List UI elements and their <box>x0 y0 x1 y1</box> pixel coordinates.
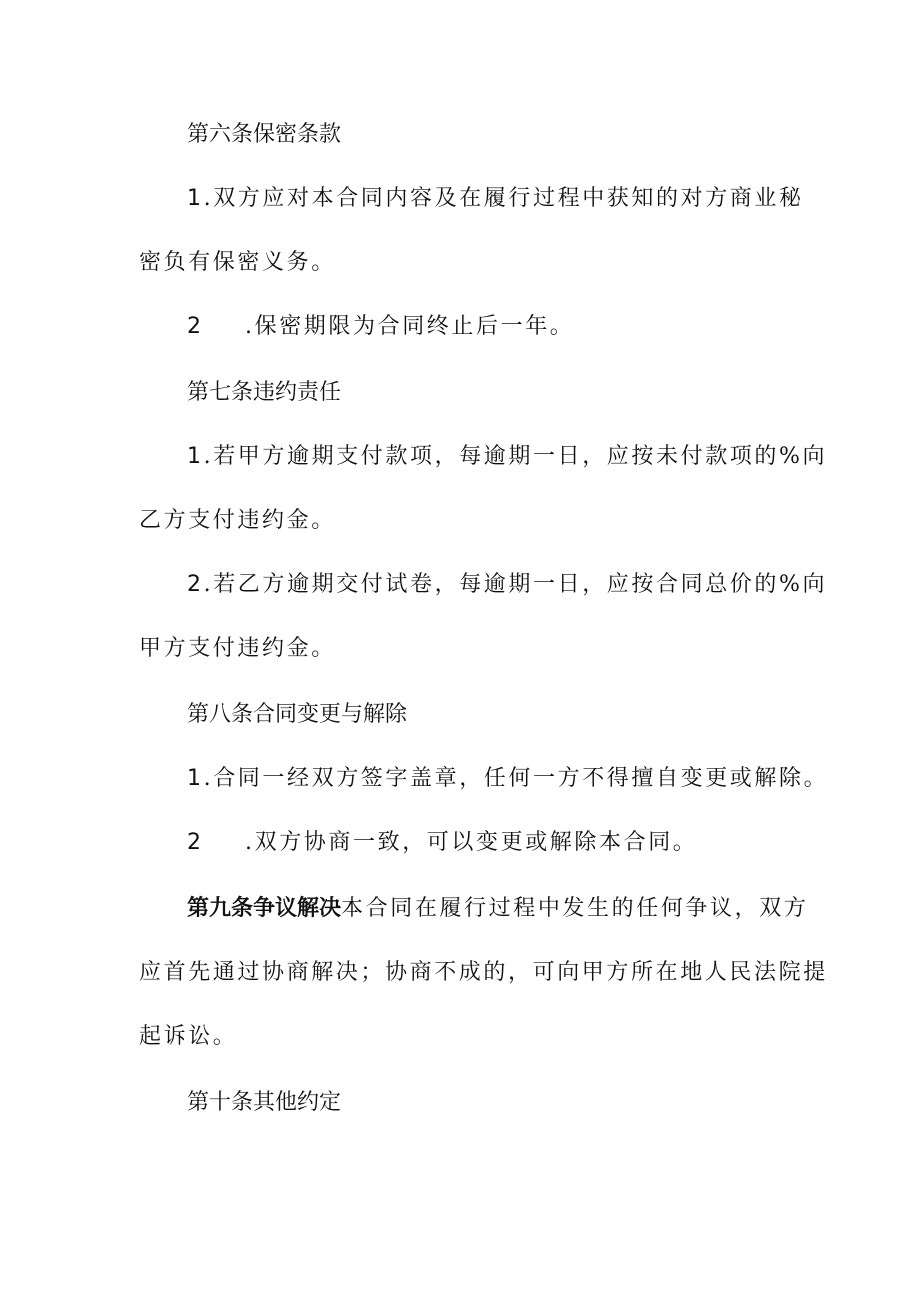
article-7-item-2-text: .若乙方逾期交付试卷，每逾期一日，应按合同总价的%向 <box>203 572 828 597</box>
article-7-item-1-text: .若甲方逾期支付款项，每逾期一日，应按未付款项的%向 <box>203 444 828 469</box>
article-6-item-2-text: .保密期限为合同终止后一年。 <box>245 314 575 339</box>
article-8-item-1-number: 1 <box>187 766 204 791</box>
article-7-title: 第七条违约责任 <box>187 380 342 405</box>
article-8-item-1 <box>187 764 828 794</box>
article-9-line-1 <box>187 894 808 924</box>
article-8-item-2 <box>187 828 697 858</box>
article-6-item-2 <box>187 312 574 342</box>
article-7-item-1-line-2: 乙方支付违约金。 <box>139 508 336 533</box>
article-7-item-2-line-1 <box>187 570 827 600</box>
article-8-title: 第八条合同变更与解除 <box>187 702 408 727</box>
article-9-title: 第九条争议解决 <box>187 896 342 921</box>
article-8-item-2-text: .双方协商一致，可以变更或解除本合同。 <box>245 830 698 855</box>
article-7-item-1-line-1 <box>187 442 827 472</box>
article-10-title: 第十条其他约定 <box>187 1090 342 1115</box>
article-6-item-2-number: 2 <box>187 314 204 339</box>
article-8-item-2-number: 2 <box>187 830 204 855</box>
article-9-line-2: 应首先通过协商解决；协商不成的，可向甲方所在地人民法院提 <box>139 960 828 985</box>
article-7-item-2-line-2: 甲方支付违约金。 <box>139 636 336 661</box>
article-7-item-2-number: 2 <box>187 572 204 597</box>
article-7-item-1-number: 1 <box>187 444 204 469</box>
article-6-item-1-number: 1 <box>187 186 204 211</box>
article-6-item-1-text: .双方应对本合同内容及在履行过程中获知的对方商业秘 <box>203 186 804 211</box>
article-6-item-1-line-1 <box>187 184 804 214</box>
article-6-title: 第六条保密条款 <box>187 122 342 147</box>
article-8-item-1-text: .合同一经双方签字盖章，任何一方不得擅自变更或解除。 <box>203 766 829 791</box>
article-6-item-1-line-2: 密负有保密义务。 <box>139 250 336 275</box>
article-9-text-1: 本合同在履行过程中发生的任何争议，双方 <box>341 896 809 921</box>
article-9-line-3: 起诉讼。 <box>139 1024 238 1049</box>
